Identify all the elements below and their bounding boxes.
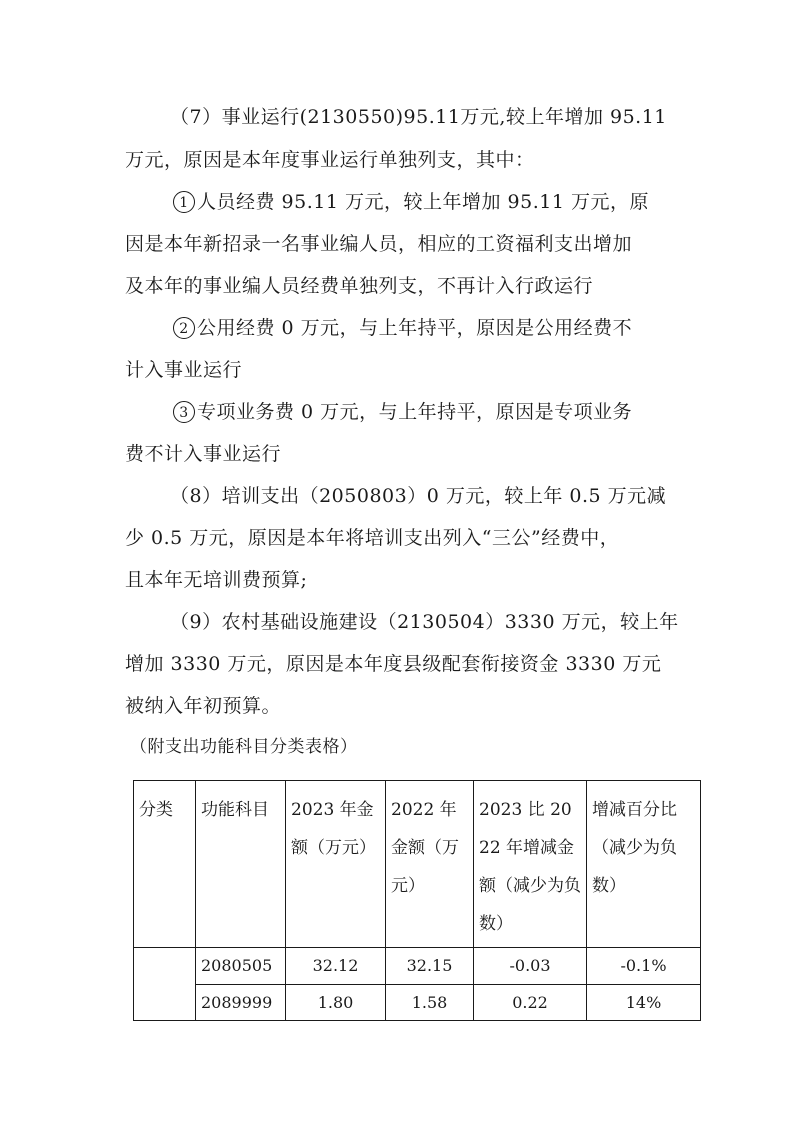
para-8-line-1: （8）培训支出（2050803）0 万元，较上年 0.5 万元减 [170, 485, 667, 507]
code-cell: 2089999 [196, 984, 286, 1021]
expenditure-table [133, 780, 701, 1021]
header-change-amount: 2023 比 2022 年增减金额（减少为负数） [474, 781, 587, 948]
change-percent-cell: 14% [587, 984, 701, 1021]
header-2022-amount: 2022 年金额（万元） [386, 781, 474, 948]
sub-item-1-text: 人员经费 95.11 万元，较上年增加 95.11 万元，原 [197, 191, 649, 213]
sub-item-2-line-1 [173, 316, 632, 340]
amount-2023-cell: 1.80 [286, 984, 386, 1021]
amount-2023-cell: 32.12 [286, 948, 386, 985]
change-amount-cell: -0.03 [474, 948, 587, 985]
circled-number-1: 1 [173, 191, 195, 213]
para-9-line-2: 增加 3330 万元，原因是本年度县级配套衔接资金 3330 万元 [125, 653, 662, 675]
sub-item-3-text: 专项业务费 0 万元，与上年持平，原因是专项业务 [197, 401, 633, 423]
header-2023-amount: 2023 年金额（万元） [286, 781, 386, 948]
sub-item-3-line-2: 费不计入事业运行 [125, 443, 282, 465]
circled-number-2: 2 [173, 317, 195, 339]
header-change-percent: 增减百分比（减少为负数） [587, 781, 701, 948]
amount-2022-cell: 32.15 [386, 948, 474, 985]
sub-item-1-line-1 [173, 190, 673, 214]
table-caption: （附支出功能科目分类表格） [130, 737, 358, 757]
sub-item-1-line-2: 因是本年新招录一名事业编人员，相应的工资福利支出增加 [125, 233, 633, 255]
change-amount-cell: 0.22 [474, 984, 587, 1021]
change-percent-cell: -0.1% [587, 948, 701, 985]
sub-item-2-text: 公用经费 0 万元，与上年持平，原因是公用经费不 [197, 317, 633, 339]
code-cell: 2080505 [196, 948, 286, 985]
para-9-line-3: 被纳入年初预算。 [125, 695, 282, 717]
table-header-row [134, 781, 701, 948]
header-function-subject: 功能科目 [196, 781, 286, 948]
sub-item-3-line-1 [173, 400, 632, 424]
para-8-line-2: 少 0.5 万元，原因是本年将培训支出列入“三公”经费中， [125, 527, 620, 549]
para-7-line-2: 万元，原因是本年度事业运行单独列支，其中： [125, 149, 535, 171]
sub-item-1-line-3: 及本年的事业编人员经费单独列支，不再计入行政运行 [125, 275, 594, 297]
table-row [134, 948, 701, 985]
sub-item-2-line-2: 计入事业运行 [125, 359, 243, 381]
amount-2022-cell: 1.58 [386, 984, 474, 1021]
para-8-line-3: 且本年无培训费预算; [125, 569, 308, 591]
para-7-line-1: （7）事业运行(2130550)95.11万元,较上年增加 95.11 [170, 106, 667, 128]
para-9-line-1: （9）农村基础设施建设（2130504）3330 万元，较上年 [170, 611, 679, 633]
header-category: 分类 [134, 781, 196, 948]
category-cell [134, 948, 196, 1021]
circled-number-3: 3 [173, 401, 195, 423]
table-row [134, 984, 701, 1021]
